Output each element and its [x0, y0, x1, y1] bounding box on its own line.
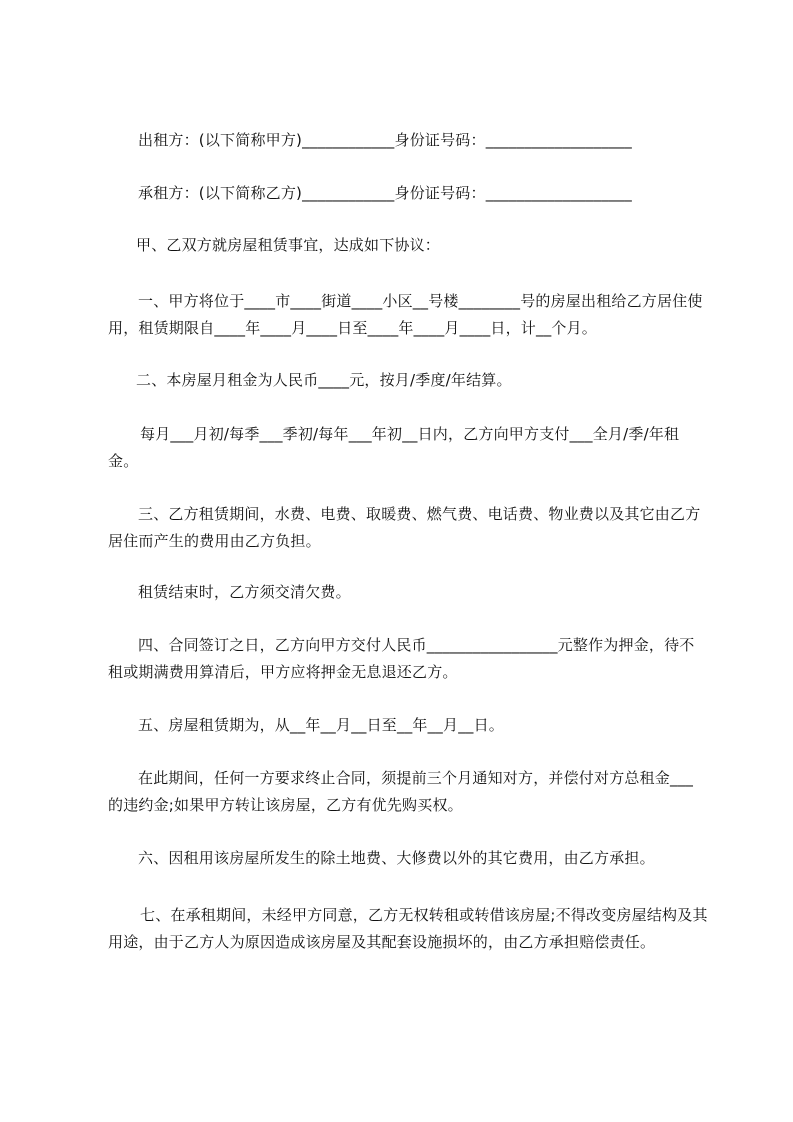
clause-4: 四、合同签订之日，乙方向甲方交付人民币_________________元整作为押金，待不租或期满费用算清后，甲方应将押金无息退还乙方。	[108, 636, 695, 681]
clause-2-payment: 每月___月初/每季___季初/每年___年初__日内，乙方向甲方支付___全月/季/年租金。	[108, 425, 680, 470]
lessor-line: 出租方：(以下简称甲方)____________身份证号码：___________________	[138, 131, 633, 149]
clause-3-end: 租赁结束时，乙方须交清欠费。	[138, 583, 351, 601]
clause-2: 二、本房屋月租金为人民币____元，按月/季度/年结算。	[136, 371, 512, 389]
clause-5-note: 在此期间，任何一方要求终止合同，须提前三个月通知对方，并偿付对方总租金___的违约金;如果甲方转让该房屋，乙方有优先购买权。	[108, 769, 694, 814]
intro-paragraph: 甲、乙双方就房屋租赁事宜，达成如下协议：	[136, 236, 441, 254]
clause-1: 一、甲方将位于____市____街道____小区__号楼________号的房屋出租给乙方居住使用，租赁期限自____年____月____日至____年____月____日，计__个月。	[108, 292, 703, 337]
clause-5: 五、房屋租赁期为，从__年__月__日至__年__月__日。	[138, 716, 505, 734]
clause-3: 三、乙方租赁期间，水费、电费、取暖费、燃气费、电话费、物业费以及其它由乙方居住而产生的费用由乙方负担。	[108, 505, 701, 550]
clause-6: 六、因租用该房屋所发生的除土地费、大修费以外的其它费用，由乙方承担。	[138, 849, 655, 867]
lessee-line: 承租方：(以下简称乙方)____________身份证号码：___________________	[138, 184, 633, 202]
clause-7: 七、在承租期间，未经甲方同意，乙方无权转租或转借该房屋;不得改变房屋结构及其用途，由于乙方人为原因造成该房屋及其配套设施损坏的，由乙方承担赔偿责任。	[108, 906, 708, 951]
